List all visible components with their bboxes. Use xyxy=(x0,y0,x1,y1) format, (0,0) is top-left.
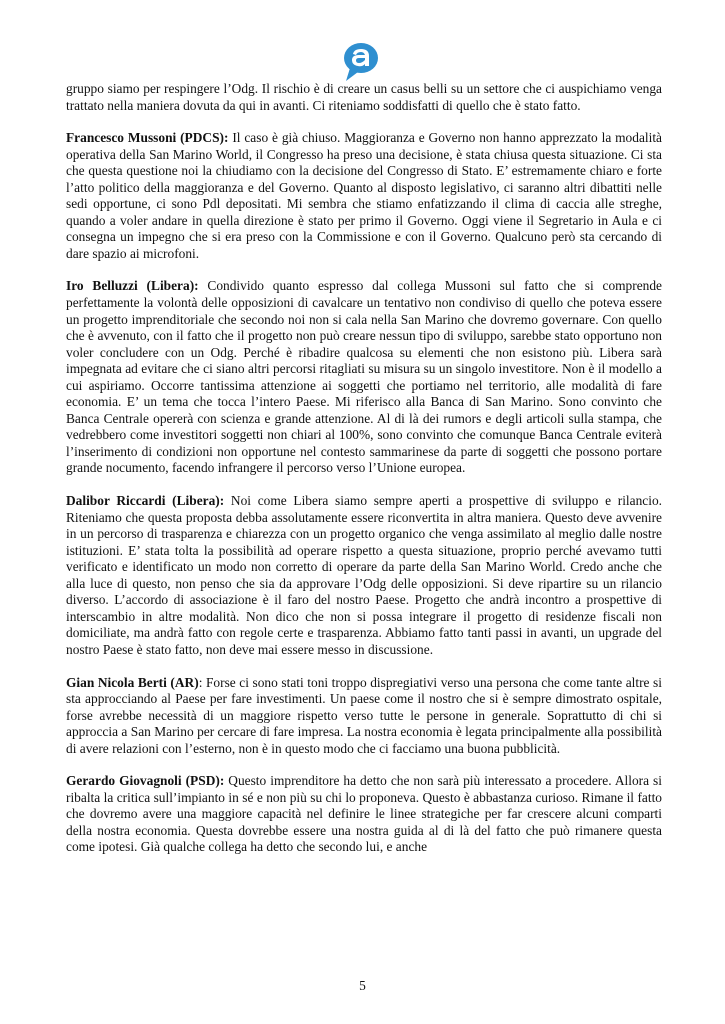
speaker-name: Iro Belluzzi (Libera): xyxy=(66,278,199,294)
speech-text: Noi come Libera siamo sempre aperti a prospettive di sviluppo e rilancio. Riteniamo che questa proposta debba assolutamente essere riconvertita in altra maniera. Questo deve avvenire in un percorso di trasparenza e chiarezza con un progetto organico che venga assimilato al meglio dalle nostre istituzioni. E’ stata tolta la possibilità ad operare rispetto a questa situazione, proprio perché avevamo tutti verificato e identificato un modo non corretto di operare da parte della San Marino World. Credo anche che alla luce di questo, non penso che sia da approvare l’Odg delle opposizioni. Si deve ripartire su un rilancio diverso. L’accordo di associazione è il faro del nostro Paese. Progetto che andrà incontro a prospettive di interscambio in altre modalità. Non dico che non si possa integrare il progetto di residenze fiscali non domiciliate, ma andrà fatto con regole certe e trasparenza. Abbiamo fatto tanti passi in avanti, un upgrade del nostro Paese è stato fatto, non deve mai essere messo in discussione. xyxy=(66,493,662,657)
speech-text: Condivido quanto espresso dal collega Mussoni sul fatto che si comprende perfettamente la volontà delle opposizioni di cavalcare un tentativo non condiviso di quello che poteva essere un progetto imprenditoriale che secondo noi non si cala nella San Marino che dovremo governare. Con quello che è avvenuto, con il fatto che il progetto non può creare nessun tipo di sviluppo, sarebbe stato opportuno non voler concludere con un Odg. Perché è ribadire qualcosa su elementi che non esistono più. Libera sarà impegnata ad evitare che ci siano altri percorsi ritagliati su misura su un singolo investitore. Non è il modello a cui aspiriamo. Occorre tantissima attenzione ai soggetti che portiamo nel territorio, alle modalità di fare economia. E’ un tema che tocca l’intero Paese. Mi riferisco alla Banca di San Marino. Sono convinto che Banca Centrale opererà con scienza e grande attenzione. Al di là dei rumors e degli articoli sulla stampa, che vedrebbero come investitori soggetti non chiari al 100%, sono convinto che comunque Banca Centrale eviterà l’inserimento di condizioni non opportune nel contesto sammarinese da parte di soggetti che possono portare grande nocumento, facendo infrangere il percorso verso l’Unione europea. xyxy=(66,278,662,476)
speaker-name: Gerardo Giovagnoli (PSD): xyxy=(66,773,225,789)
speaker-name: Gian Nicola Berti (AR) xyxy=(66,674,199,690)
speech-text: Questo imprenditore ha detto che non sarà più interessato a procedere. Allora si ribalta la critica sull’impianto in sé e non più su chi lo proponeva. Questo è abbastanza curioso. Rimane il fatto che dovremo avere una maggiore capacità nel definire le linee strategiche per far crescere alcuni comparti della nostra economia. Questa dovrebbe essere una nostra guida al di là del fatto che può rimanere questa come ipotesi. Già qualche collega ha detto che secondo lui, e anche xyxy=(66,773,662,855)
speech-paragraph xyxy=(66,773,662,856)
speech-paragraph xyxy=(66,675,662,758)
speech-paragraph xyxy=(66,130,662,262)
speech-text: : Forse ci sono stati toni troppo dispregiativi verso una persona che come tante altre si sta approcciando al Paese per fare investimenti. Un paese come il nostro che si è sempre dimostrato ospitale, forse avrebbe necessità di un maggiore rispetto verso tutte le persone in generale. Soprattutto di chi si approccia a San Marino per cercare di fare impresa. La nostra economia è legata principalmente alla possibilità di avere relazioni con l’esterno, non è in questo modo che ci facciamo una buona pubblicità. xyxy=(66,674,662,756)
speaker-name: Francesco Mussoni (PDCS): xyxy=(66,130,229,146)
speech-text: Il caso è già chiuso. Maggioranza e Governo non hanno apprezzato la modalità operativa della San Marino World, il Congresso ha preso una decisione, è stata chiusa questa situazione. Ci sta che questa questione noi la chiudiamo con la decisione del Congresso di Stato. E’ estremamente chiaro e forte l’atto politico della maggioranza e del Governo. Quanto al disposto legislativo, ci saranno altri dibattiti nelle sedi opportune, ci sono Pdl depositati. Mi sembra che stiamo enfatizzando il clima di caccia alle streghe, quando a voler andare in quella direzione è stato per primo il Governo. Oggi viene il Segretario in Aula e ci consegna un impegno che si era preso con la Commissione e con il Governo. Qualcuno però sta cercando di dare spazio ai microfoni. xyxy=(66,130,662,261)
speaker-name: Dalibor Riccardi (Libera): xyxy=(66,493,225,509)
page-number: 5 xyxy=(359,978,366,993)
document-body xyxy=(66,81,662,872)
speech-paragraph xyxy=(66,278,662,477)
intro-paragraph: gruppo siamo per respingere l’Odg. Il rischio è di creare un casus belli su un settore che ci auspichiamo venga trattato nella maniera dovuta da qui in avanti. Ci riteniamo soddisfatti di quello che è stato fatto. xyxy=(66,81,662,113)
speech-paragraph xyxy=(66,493,662,658)
